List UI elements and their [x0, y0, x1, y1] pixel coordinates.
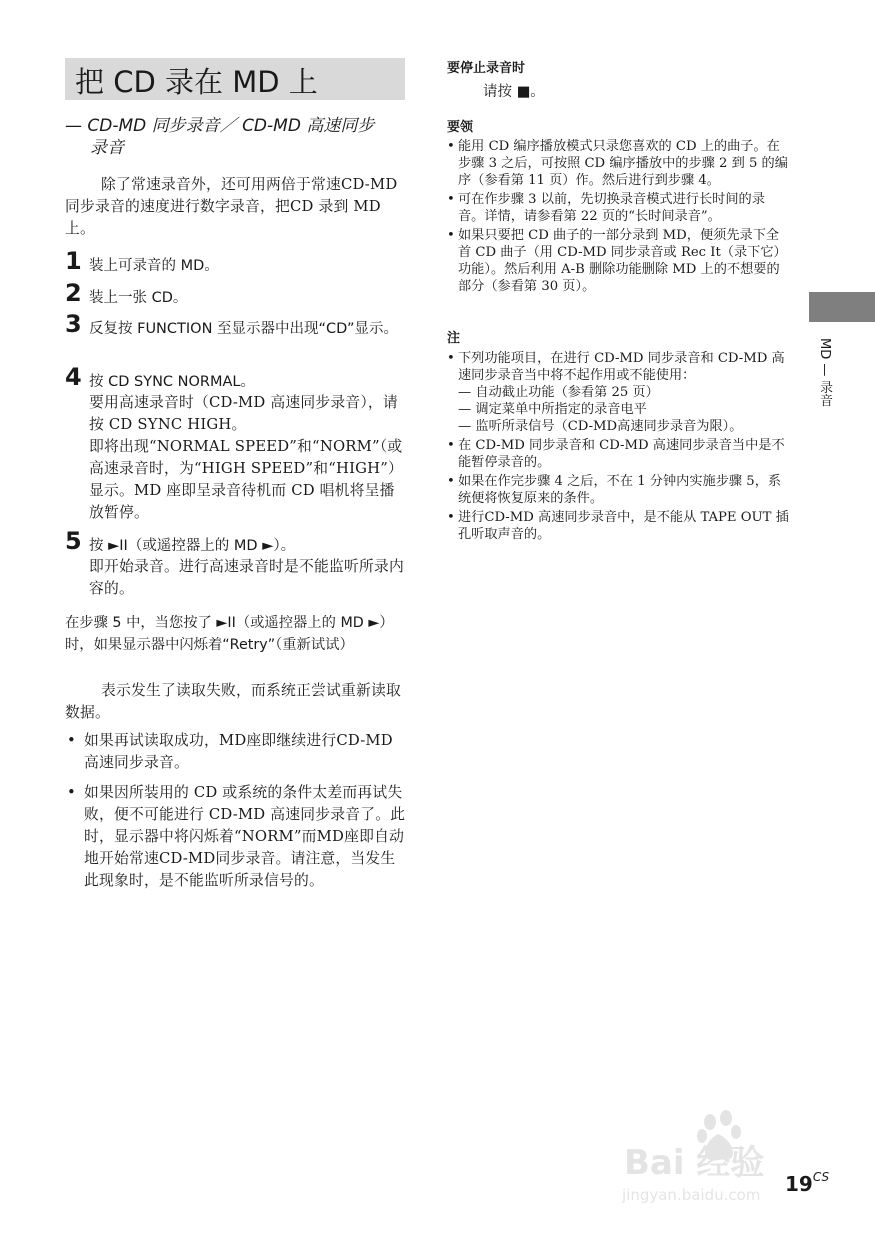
stop-text: 请按 ■。	[483, 84, 545, 100]
list-item: • 如果再试读取成功，MD座即继续进行CD-MD 高速同步录音。	[65, 730, 407, 774]
list-item: • 能用 CD 编序播放模式只录您喜欢的 CD 上的曲子。在步骤 3 之后，可按照 CD 编序播放中的步骤 2 到 5 的编序（参看第 11 页）作。然后进行到步骤 4。	[447, 138, 789, 189]
list-item: • 如果因所装用的 CD 或系统的条件太差而再试失败，便不可能进行 CD-MD 高速同步录音了。此时，显示器中将闪烁着“NORM”而MD座即自动地开始常速CD-MD同步录音。请注意，当发生此现象时，是不能监听所录信号的。	[65, 782, 407, 892]
notes-sub-item: — 自动截止功能（参看第 25 页）	[458, 385, 659, 400]
watermark-text: Bai 经验	[624, 1143, 765, 1183]
notes-heading: 注	[447, 331, 461, 346]
tips-heading: 要领	[447, 120, 474, 135]
step-4-number: 4	[65, 363, 82, 391]
stop-heading: 要停止录音时	[447, 61, 526, 76]
step-2	[65, 279, 410, 309]
step-4-body-display: 即将出现“NORMAL SPEED”和“NORM”（或高速录音时，为“HIGH SPEED”和“HIGH”）显示。MD 座即呈录音待机而 CD 唱机将呈播放暂停。	[89, 438, 404, 521]
step-1-text: 装上可录音的 MD。	[89, 258, 219, 274]
list-item: • 在 CD-MD 同步录音和 CD-MD 高速同步录音当中是不能暂停录音的。	[447, 437, 789, 471]
step-3	[65, 310, 410, 340]
notes-sub-item: — 监听所录信号（CD-MD高速同步录音为限）。	[458, 419, 743, 434]
step-4	[65, 363, 410, 393]
retry-heading: 在步骤 5 中，当您按了 ►II（或遥控器上的 MD ►）时，如果显示器中闪烁着“Retry”（重新试试）	[65, 615, 394, 653]
page-title: 把 CD 录在 MD 上	[75, 65, 318, 99]
step-3-text: 反复按 FUNCTION 至显示器中出现“CD”显示。	[89, 321, 398, 337]
retry-intro: 表示发生了读取失败，而系统正尝试重新读取数据。	[65, 682, 401, 721]
step-1-number: 1	[65, 247, 82, 275]
subtitle-line-1: — CD-MD 同步录音／ CD-MD 高速同步	[65, 116, 375, 136]
list-item: • 进行CD-MD 高速同步录音中，是不能从 TAPE OUT 插孔听取声音的。	[447, 509, 789, 543]
notes-list	[447, 350, 789, 545]
notes-first-text: 下列功能项目，在进行 CD-MD 同步录音和 CD-MD 高速同步录音当中将不起作用或不能使用：	[458, 351, 785, 383]
list-item: • 如果在作完步骤 4 之后，不在 1 分钟内实施步骤 5，系统便将恢复原来的条件。	[447, 473, 789, 507]
step-5-text: 按 ►II（或遥控器上的 MD ►）。	[89, 538, 296, 554]
step-3-number: 3	[65, 310, 82, 338]
baidu-watermark-logo	[618, 1100, 808, 1210]
page-number-suffix: CS	[812, 1170, 830, 1184]
step-5-body: 即开始录音。进行高速录音时是不能监听所录内容的。	[89, 558, 404, 597]
page-number-value: 19	[785, 1172, 813, 1196]
page-title-box	[65, 58, 405, 100]
notes-sub-item: — 调定菜单中所指定的录音电平	[458, 402, 647, 417]
step-5	[65, 527, 410, 557]
watermark-url: jingyan.baidu.com	[622, 1186, 761, 1204]
page-number	[785, 1170, 829, 1196]
list-item: • 可在作步骤 3 以前，先切换录音模式进行长时间的录音。详情，请参看第 22 页的“长时间录音”。	[447, 191, 789, 225]
section-tab-marker	[809, 292, 875, 322]
list-item: • 如果只要把 CD 曲子的一部分录到 MD，便须先录下全首 CD 曲子（用 CD-MD 同步录音或 Rec It（录下它）功能）。然后利用 A-B 删除功能删除 MD 上的不想要的部分（参看第 30 页）。	[447, 227, 789, 295]
subtitle-line-2: 录音	[90, 138, 124, 158]
step-2-text: 装上一张 CD。	[89, 290, 188, 306]
section-subtitle	[65, 115, 410, 159]
intro-paragraph: 除了常速录音外，还可用两倍于常速CD-MD 同步录音的速度进行数字录音，把CD 录到 MD 上。	[65, 176, 398, 237]
step-1	[65, 247, 410, 277]
list-item	[447, 350, 789, 435]
side-section-label: MD — 录音	[817, 338, 832, 407]
step-4-body-high-speed: 要用高速录音时（CD-MD 高速同步录音），请按 CD SYNC HIGH。	[89, 394, 398, 433]
step-5-number: 5	[65, 527, 82, 555]
step-4-body	[89, 392, 407, 524]
step-4-text: 按 CD SYNC NORMAL。	[89, 374, 255, 390]
tips-list	[447, 138, 789, 297]
retry-bullet-list	[65, 730, 407, 900]
step-2-number: 2	[65, 279, 82, 307]
